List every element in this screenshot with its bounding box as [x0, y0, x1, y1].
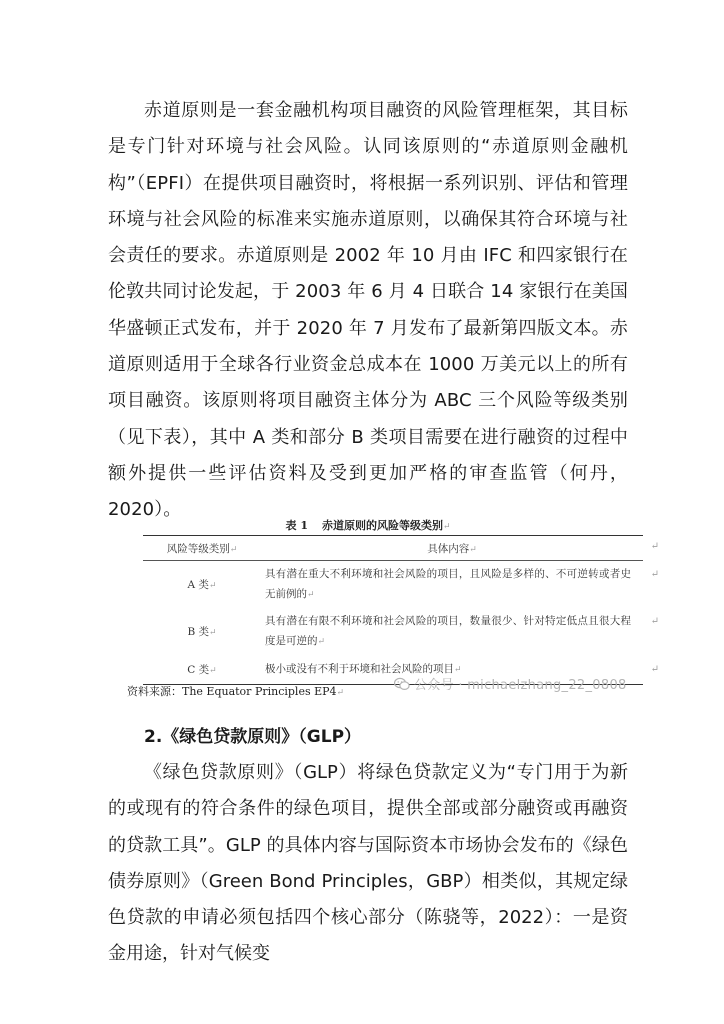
- content-cell: 具有潜在有限不利环境和社会风险的项目，数量很少、针对特定低点且很大程度是可逆的↵ ↵: [261, 608, 643, 654]
- paragraph-mark-icon: ↵: [469, 544, 477, 555]
- row-end-mark-icon: ↵: [650, 664, 659, 675]
- table-row: [143, 561, 643, 609]
- intro-paragraph: 赤道原则是一套金融机构项目融资的风险管理框架，其目标是专门针对环境与社会风险。认同该原则的“赤道原则金融机构”（EPFI）在提供项目融资时，将根据一系列识别、评估和管理环境与社会风险的标准来实施赤道原则，以确保其符合环境与社会责任的要求。赤道原则是 2002 年 10 月由 IFC 和四家银行在伦敦共同讨论发起，于 2003 年 6 月 4 日联合 14 家银行在美国华盛顿正式发布，并于 2020 年 7 月发布了最新第四版文本。赤道原则适用于全球各行业资金总成本在 1000 万美元以上的所有项目融资。该原则将项目融资主体分为 ABC 三个风险等级类别（见下表），其中 A 类和部分 B 类项目需要在进行融资的过程中额外提供一些评估资料及受到更加严格的审查监管（何丹，2020）。: [108, 100, 628, 521]
- table-caption: [108, 517, 628, 533]
- table-row: [143, 608, 643, 654]
- paragraph-mark-icon: ↵: [442, 522, 451, 532]
- table-header-row: [143, 536, 643, 561]
- header-content: 具体内容↵ ↵: [261, 536, 643, 561]
- row-end-mark-icon: ↵: [650, 616, 659, 627]
- category-cell: C 类↵: [143, 654, 261, 685]
- table-source: 资料来源：The Equator Principles EP4↵: [127, 685, 345, 698]
- paragraph-mark-icon: ↵: [209, 665, 217, 676]
- wechat-watermark: [394, 674, 627, 693]
- section-heading: 2.《绿色贷款原则》（GLP）: [144, 727, 362, 747]
- paragraph-mark-icon: ↵: [307, 590, 315, 600]
- watermark-text: 公众号 · michaelzhang_22_0808: [414, 678, 627, 693]
- paragraph-mark-icon: ↵: [229, 544, 238, 555]
- table-caption-number: 表 1: [285, 519, 308, 532]
- wechat-icon: [394, 677, 410, 691]
- paragraph-mark-icon: ↵: [209, 627, 217, 638]
- paragraph-mark-icon: ↵: [208, 581, 217, 591]
- paragraph-mark-icon: ↵: [336, 688, 345, 698]
- paragraph-mark-icon: ↵: [317, 636, 326, 647]
- section-paragraph: 《绿色贷款原则》（GLP）将绿色贷款定义为“专门用于为新的或现有的符合条件的绿色项目，提供全部或部分融资或再融资的贷款工具”。GLP 的具体内容与国际资本市场协会发布的《绿色债券原则》（Green Bond Principles，GBP）相类似，其规定绿色贷款的申请必须包括四个核心部分（陈骁等，2022）：一是资金用途，针对气候变: [108, 762, 628, 965]
- paragraph-mark-icon: ↵: [454, 664, 462, 675]
- content-cell: 极小或没有不利于环境和社会风险的项目↵ ↵: [261, 654, 643, 685]
- risk-category-table: [143, 535, 659, 685]
- category-cell: B 类↵: [187, 625, 217, 638]
- table-caption-title: 赤道原则的风险等级类别: [321, 519, 443, 532]
- header-category: 风险等级类别↵: [143, 536, 261, 561]
- row-end-mark-icon: ↵: [650, 569, 659, 580]
- row-end-mark-icon: ↵: [650, 540, 659, 552]
- category-cell: A 类↵: [187, 579, 217, 591]
- content-cell: 具有潜在重大不利环境和社会风险的项目，且风险是多样的、不可逆转或者史无前例的↵ ↵: [261, 561, 643, 609]
